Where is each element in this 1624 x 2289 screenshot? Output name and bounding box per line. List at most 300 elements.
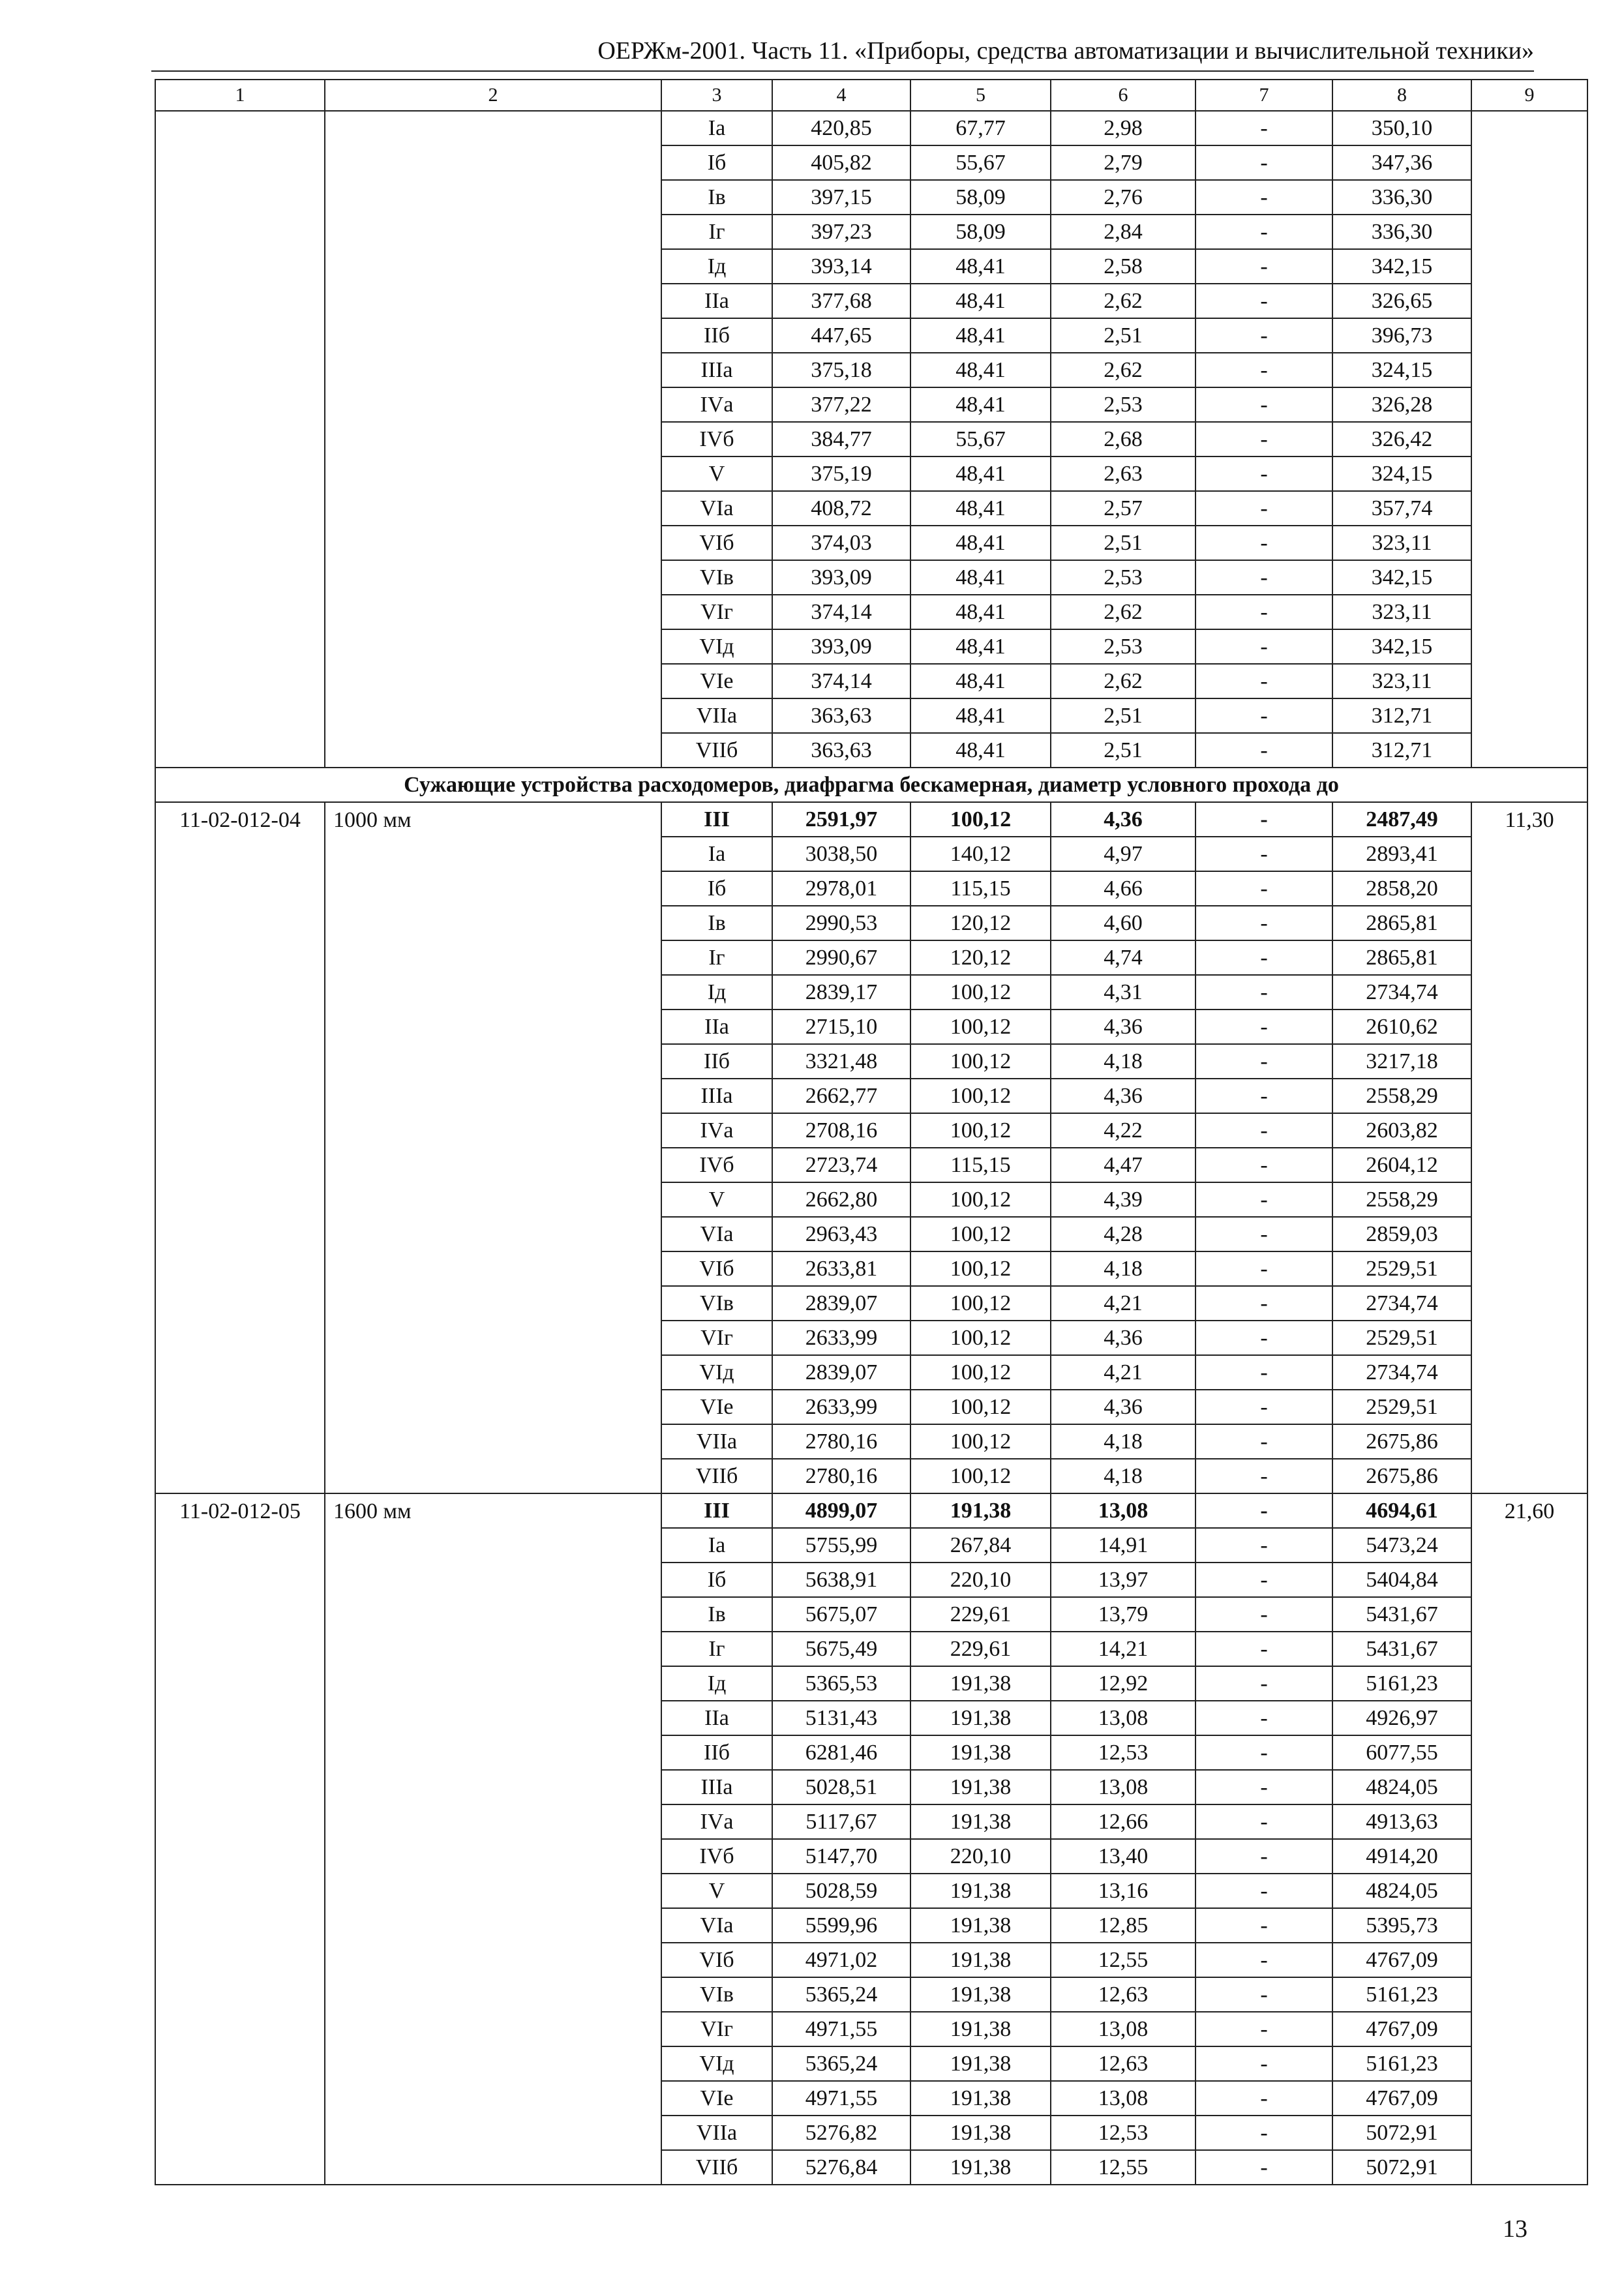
total-cost-cell: 405,82 [772,145,910,180]
machinist-wages-cell: - [1195,837,1332,871]
rate-code-cell [155,629,325,664]
labor-cost-cell [1471,733,1587,768]
machine-cost-cell: 4,66 [1051,871,1195,906]
total-cost-cell: 408,72 [772,491,910,526]
labor-cost-cell [1471,456,1587,491]
zone-cell: Iв [661,906,772,940]
column-number-5: 5 [910,80,1051,111]
wages-cell: 67,77 [910,111,1051,145]
labor-cost-cell [1471,1632,1587,1666]
rate-code-cell [155,1355,325,1390]
materials-cell: 4824,05 [1332,1770,1471,1804]
zone-cell: VIг [661,595,772,629]
zone-cell: VIIб [661,1459,772,1493]
table-row [155,837,1587,871]
rate-code-cell [155,975,325,1010]
rate-code-cell [155,1908,325,1943]
rate-name-cell [325,249,661,284]
labor-cost-cell: 21,60 [1471,1493,1587,1528]
materials-cell: 2893,41 [1332,837,1471,871]
materials-cell: 323,11 [1332,595,1471,629]
table-row [155,1701,1587,1735]
rate-code-cell [155,1563,325,1597]
total-cost-cell: 374,03 [772,526,910,560]
materials-cell: 2675,86 [1332,1424,1471,1459]
materials-cell: 5161,23 [1332,2046,1471,2081]
machine-cost-cell: 2,62 [1051,664,1195,698]
rate-name-cell [325,1217,661,1251]
total-cost-cell: 2723,74 [772,1148,910,1182]
zone-cell: IIа [661,284,772,318]
machinist-wages-cell: - [1195,1908,1332,1943]
rate-name-cell [325,1701,661,1735]
labor-cost-cell [1471,1286,1587,1321]
labor-cost-cell [1471,1044,1587,1079]
labor-cost-cell [1471,871,1587,906]
table-row [155,422,1587,456]
wages-cell: 100,12 [910,1286,1051,1321]
zone-cell: Iб [661,145,772,180]
wages-cell: 48,41 [910,456,1051,491]
zone-cell: VIв [661,560,772,595]
materials-cell: 342,15 [1332,629,1471,664]
materials-cell: 357,74 [1332,491,1471,526]
total-cost-cell: 393,09 [772,629,910,664]
machine-cost-cell: 12,53 [1051,2116,1195,2150]
rate-name-cell [325,871,661,906]
rate-code-cell [155,1321,325,1355]
machinist-wages-cell: - [1195,940,1332,975]
rate-code-cell [155,1874,325,1908]
labor-cost-cell [1471,837,1587,871]
wages-cell: 48,41 [910,629,1051,664]
rate-name-cell [325,940,661,975]
zone-cell: V [661,1874,772,1908]
labor-cost-cell [1471,595,1587,629]
rate-name-cell [325,1286,661,1321]
machine-cost-cell: 4,36 [1051,1390,1195,1424]
total-cost-cell: 375,19 [772,456,910,491]
wages-cell: 55,67 [910,145,1051,180]
labor-cost-cell [1471,387,1587,422]
machinist-wages-cell: - [1195,180,1332,215]
machine-cost-cell: 2,62 [1051,353,1195,387]
labor-cost-cell [1471,526,1587,560]
labor-cost-cell [1471,353,1587,387]
materials-cell: 336,30 [1332,180,1471,215]
materials-cell: 5161,23 [1332,1666,1471,1701]
rate-code-cell [155,1804,325,1839]
total-cost-cell: 5028,51 [772,1770,910,1804]
machinist-wages-cell: - [1195,1217,1332,1251]
total-cost-cell: 5675,07 [772,1597,910,1632]
rate-name-cell [325,1597,661,1632]
zone-cell: VIе [661,1390,772,1424]
materials-cell: 4913,63 [1332,1804,1471,1839]
rate-name-cell [325,491,661,526]
table-row [155,1632,1587,1666]
materials-cell: 4767,09 [1332,2012,1471,2046]
labor-cost-cell [1471,318,1587,353]
machinist-wages-cell: - [1195,1735,1332,1770]
zone-cell: VIд [661,1355,772,1390]
wages-cell: 191,38 [910,1735,1051,1770]
table-row [155,1113,1587,1148]
zone-cell: VIг [661,1321,772,1355]
machinist-wages-cell: - [1195,1390,1332,1424]
table-row [155,1839,1587,1874]
table-row [155,595,1587,629]
machinist-wages-cell: - [1195,560,1332,595]
machinist-wages-cell: - [1195,1182,1332,1217]
rate-code-cell [155,387,325,422]
materials-cell: 312,71 [1332,733,1471,768]
zone-cell: IIа [661,1010,772,1044]
table-row [155,1251,1587,1286]
wages-cell: 48,41 [910,284,1051,318]
wages-cell: 100,12 [910,1251,1051,1286]
rate-name-cell [325,1010,661,1044]
rate-code-cell [155,1839,325,1874]
machinist-wages-cell: - [1195,1632,1332,1666]
wages-cell: 191,38 [910,2012,1051,2046]
rate-code-cell [155,2046,325,2081]
machine-cost-cell: 2,98 [1051,111,1195,145]
labor-cost-cell [1471,1528,1587,1563]
machine-cost-cell: 4,18 [1051,1044,1195,1079]
total-cost-cell: 5365,53 [772,1666,910,1701]
table-row [155,1493,1587,1528]
materials-cell: 4694,61 [1332,1493,1471,1528]
materials-cell: 5431,67 [1332,1597,1471,1632]
total-cost-cell: 2708,16 [772,1113,910,1148]
column-number-1: 1 [155,80,325,111]
labor-cost-cell [1471,1390,1587,1424]
zone-cell: VIа [661,1217,772,1251]
rate-name-cell [325,456,661,491]
rate-code-cell [155,664,325,698]
machine-cost-cell: 13,08 [1051,2081,1195,2116]
rate-code-cell [155,1528,325,1563]
wages-cell: 100,12 [910,1355,1051,1390]
labor-cost-cell [1471,940,1587,975]
rate-code-cell [155,1943,325,1977]
total-cost-cell: 5131,43 [772,1701,910,1735]
total-cost-cell: 2963,43 [772,1217,910,1251]
wages-cell: 220,10 [910,1563,1051,1597]
rate-code-cell [155,1701,325,1735]
wages-cell: 100,12 [910,1079,1051,1113]
materials-cell: 2603,82 [1332,1113,1471,1148]
total-cost-cell: 6281,46 [772,1735,910,1770]
labor-cost-cell: 11,30 [1471,802,1587,837]
rate-name-cell [325,1839,661,1874]
machine-cost-cell: 4,97 [1051,837,1195,871]
total-cost-cell: 374,14 [772,664,910,698]
machinist-wages-cell: - [1195,215,1332,249]
rate-name-cell [325,698,661,733]
wages-cell: 100,12 [910,1010,1051,1044]
machine-cost-cell: 13,08 [1051,2012,1195,2046]
materials-cell: 5431,67 [1332,1632,1471,1666]
rate-code-cell [155,111,325,145]
wages-cell: 229,61 [910,1597,1051,1632]
rate-name-cell [325,1321,661,1355]
table-row [155,733,1587,768]
machinist-wages-cell: - [1195,733,1332,768]
zone-cell: VIв [661,1977,772,2012]
machinist-wages-cell: - [1195,1044,1332,1079]
machine-cost-cell: 13,08 [1051,1493,1195,1528]
machine-cost-cell: 4,21 [1051,1286,1195,1321]
machinist-wages-cell: - [1195,1563,1332,1597]
rate-name-cell [325,1044,661,1079]
zone-cell: IVб [661,422,772,456]
machinist-wages-cell: - [1195,1251,1332,1286]
table-row [155,906,1587,940]
zone-cell: Iд [661,1666,772,1701]
materials-cell: 323,11 [1332,664,1471,698]
labor-cost-cell [1471,111,1587,145]
page-number: 13 [1503,2215,1527,2243]
total-cost-cell: 447,65 [772,318,910,353]
wages-cell: 191,38 [910,1493,1051,1528]
machinist-wages-cell: - [1195,595,1332,629]
rate-name-cell [325,180,661,215]
materials-cell: 4926,97 [1332,1701,1471,1735]
machine-cost-cell: 2,84 [1051,215,1195,249]
table-row [155,1908,1587,1943]
machine-cost-cell: 4,74 [1051,940,1195,975]
rate-code-cell [155,215,325,249]
rate-name-cell [325,975,661,1010]
table-row [155,145,1587,180]
rate-code-cell [155,560,325,595]
materials-cell: 2865,81 [1332,906,1471,940]
wages-cell: 115,15 [910,1148,1051,1182]
wages-cell: 100,12 [910,1459,1051,1493]
materials-cell: 350,10 [1332,111,1471,145]
zone-cell: VIIб [661,2150,772,2185]
materials-cell: 323,11 [1332,526,1471,560]
labor-cost-cell [1471,1424,1587,1459]
materials-cell: 4767,09 [1332,2081,1471,2116]
column-number-8: 8 [1332,80,1471,111]
column-number-6: 6 [1051,80,1195,111]
table-row [155,1044,1587,1079]
wages-cell: 100,12 [910,1217,1051,1251]
materials-cell: 4767,09 [1332,1943,1471,1977]
labor-cost-cell [1471,629,1587,664]
rate-name-cell [325,2150,661,2185]
machine-cost-cell: 14,21 [1051,1632,1195,1666]
zone-cell: VIб [661,1251,772,1286]
labor-cost-cell [1471,249,1587,284]
column-number-7: 7 [1195,80,1332,111]
machinist-wages-cell: - [1195,1770,1332,1804]
wages-cell: 140,12 [910,837,1051,871]
rate-code-cell [155,1148,325,1182]
machinist-wages-cell: - [1195,975,1332,1010]
labor-cost-cell [1471,664,1587,698]
machine-cost-cell: 2,62 [1051,595,1195,629]
machine-cost-cell: 4,18 [1051,1459,1195,1493]
materials-cell: 342,15 [1332,560,1471,595]
table-row [155,1182,1587,1217]
rate-code-cell [155,1632,325,1666]
wages-cell: 191,38 [910,1943,1051,1977]
machinist-wages-cell: - [1195,145,1332,180]
table-row [155,1390,1587,1424]
labor-cost-cell [1471,491,1587,526]
running-header: ОЕРЖм-2001. Часть 11. «Приборы, средства автоматизации и вычислительной техники» [597,37,1534,65]
table-row [155,1597,1587,1632]
rate-name-cell [325,1770,661,1804]
rate-name-cell [325,215,661,249]
materials-cell: 396,73 [1332,318,1471,353]
labor-cost-cell [1471,2046,1587,2081]
materials-cell: 2858,20 [1332,871,1471,906]
zone-cell: Iг [661,940,772,975]
zone-cell: VIд [661,629,772,664]
zone-cell: Iд [661,249,772,284]
table-row [155,491,1587,526]
machine-cost-cell: 2,53 [1051,629,1195,664]
materials-cell: 326,65 [1332,284,1471,318]
machine-cost-cell: 2,58 [1051,249,1195,284]
labor-cost-cell [1471,698,1587,733]
labor-cost-cell [1471,1563,1587,1597]
wages-cell: 267,84 [910,1528,1051,1563]
machinist-wages-cell: - [1195,1286,1332,1321]
labor-cost-cell [1471,1148,1587,1182]
labor-cost-cell [1471,1321,1587,1355]
machine-cost-cell: 4,21 [1051,1355,1195,1390]
machine-cost-cell: 2,62 [1051,284,1195,318]
table-row [155,940,1587,975]
rate-name-cell [325,560,661,595]
materials-cell: 6077,55 [1332,1735,1471,1770]
machinist-wages-cell: - [1195,1079,1332,1113]
wages-cell: 100,12 [910,1424,1051,1459]
machine-cost-cell: 13,08 [1051,1701,1195,1735]
materials-cell: 2487,49 [1332,802,1471,837]
machine-cost-cell: 4,60 [1051,906,1195,940]
table-row [155,249,1587,284]
total-cost-cell: 5638,91 [772,1563,910,1597]
labor-cost-cell [1471,1701,1587,1735]
table-row [155,284,1587,318]
table-row [155,871,1587,906]
rate-code-cell [155,491,325,526]
rate-name-cell [325,906,661,940]
rate-code-cell [155,733,325,768]
zone-cell: Iа [661,837,772,871]
rate-name-cell [325,1390,661,1424]
machinist-wages-cell: - [1195,871,1332,906]
table-row [155,456,1587,491]
rate-name-cell [325,2081,661,2116]
rate-code-cell [155,2150,325,2185]
table-row [155,1770,1587,1804]
total-cost-cell: 2633,99 [772,1321,910,1355]
labor-cost-cell [1471,1874,1587,1908]
machinist-wages-cell: - [1195,1321,1332,1355]
rate-code-cell [155,1113,325,1148]
total-cost-cell: 2591,97 [772,802,910,837]
rate-code-cell [155,1424,325,1459]
materials-cell: 312,71 [1332,698,1471,733]
materials-cell: 2558,29 [1332,1182,1471,1217]
table-row [155,1010,1587,1044]
rate-code-cell [155,1770,325,1804]
rate-code-cell [155,1010,325,1044]
machine-cost-cell: 13,16 [1051,1874,1195,1908]
table-row [155,1355,1587,1390]
machinist-wages-cell: - [1195,387,1332,422]
table-row [155,2116,1587,2150]
rate-name-cell [325,1528,661,1563]
labor-cost-cell [1471,1804,1587,1839]
rate-name-cell [325,387,661,422]
materials-cell: 2558,29 [1332,1079,1471,1113]
machinist-wages-cell: - [1195,456,1332,491]
table-row [155,215,1587,249]
table-row [155,802,1587,837]
total-cost-cell: 377,68 [772,284,910,318]
table-row [155,1977,1587,2012]
labor-cost-cell [1471,284,1587,318]
machinist-wages-cell: - [1195,1148,1332,1182]
table-row [155,1735,1587,1770]
machinist-wages-cell: - [1195,1943,1332,1977]
labor-cost-cell [1471,1113,1587,1148]
machine-cost-cell: 2,57 [1051,491,1195,526]
header-rule [151,70,1534,72]
rate-code-cell [155,422,325,456]
rate-name-cell [325,526,661,560]
rate-code-cell [155,1597,325,1632]
wages-cell: 48,41 [910,698,1051,733]
total-cost-cell: 5755,99 [772,1528,910,1563]
materials-cell: 324,15 [1332,353,1471,387]
rate-name-cell [325,664,661,698]
rate-name-cell [325,318,661,353]
machine-cost-cell: 2,63 [1051,456,1195,491]
zone-cell: VIв [661,1286,772,1321]
rate-code-cell [155,2081,325,2116]
machine-cost-cell: 4,36 [1051,1079,1195,1113]
zone-cell: III [661,802,772,837]
wages-cell: 100,12 [910,802,1051,837]
rate-code-cell [155,1044,325,1079]
zone-cell: IVа [661,387,772,422]
materials-cell: 2734,74 [1332,1286,1471,1321]
machinist-wages-cell: - [1195,802,1332,837]
table-row [155,1666,1587,1701]
zone-cell: IIIа [661,1770,772,1804]
wages-cell: 48,41 [910,560,1051,595]
machine-cost-cell: 2,53 [1051,387,1195,422]
labor-cost-cell [1471,1217,1587,1251]
materials-cell: 2529,51 [1332,1251,1471,1286]
rate-name-cell [325,1908,661,1943]
materials-cell: 4914,20 [1332,1839,1471,1874]
machinist-wages-cell: - [1195,1493,1332,1528]
zone-cell: Iб [661,871,772,906]
rate-name-cell [325,145,661,180]
table-row [155,2081,1587,2116]
